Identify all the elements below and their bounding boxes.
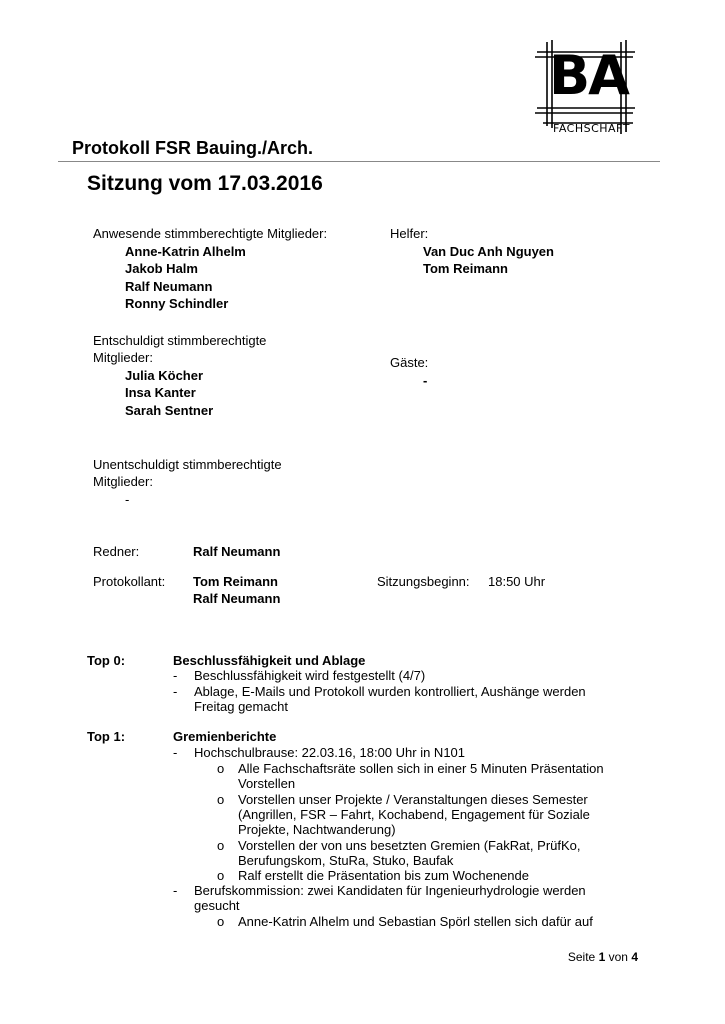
fachschaft-logo [533,38,638,142]
meeting-title: Sitzung vom 17.03.2016 [87,172,323,195]
agenda-item: Beschlussfähigkeit wird festgestellt (4/7) [194,668,426,683]
page-total: 4 [631,950,638,964]
speaker-name: Ralf Neumann [193,544,281,559]
session-start-label: Sitzungsbeginn: [377,574,470,589]
agenda-top1-label: Top 1: [87,729,126,744]
agenda-subitem: Vorstellen unser Projekte / Veranstaltungen dieses Semester [238,792,588,807]
agenda-subitem: Vorstellen der von uns besetzten Gremien (FakRat, PrüfKo, [238,838,581,853]
unexcused-members-label-2: Mitglieder: [93,474,153,489]
helper-name: Tom Reimann [423,261,508,276]
agenda-subitem-continued: Berufungskom, StuRa, Stuko, Baufak [238,853,454,868]
document-header-title: Protokoll FSR Bauing./Arch. [72,138,314,158]
dash-bullet-icon: - [173,883,178,898]
agenda-item: Ablage, E-Mails und Protokoll wurden kontrolliert, Aushänge werden [194,684,586,699]
helpers-label: Helfer: [390,226,429,241]
present-member: Ralf Neumann [125,279,213,294]
unexcused-value: - [125,492,130,507]
helper-name: Van Duc Anh Nguyen [423,244,554,259]
dash-bullet-icon: - [173,745,178,760]
circle-bullet-icon: o [217,868,225,883]
dash-bullet-icon: - [173,668,178,683]
excused-member: Insa Kanter [125,385,196,400]
agenda-subitem: Anne-Katrin Alhelm und Sebastian Spörl stellen sich dafür auf [238,914,593,929]
excused-member: Sarah Sentner [125,403,214,418]
minutes-taker-label: Protokollant: [93,574,166,589]
circle-bullet-icon: o [217,761,225,776]
present-member: Ronny Schindler [125,296,229,311]
guests-value: - [423,373,428,388]
agenda-subitem-continued: (Angrillen, FSR – Fahrt, Kochabend, Engagement für Soziale [238,807,590,822]
guests-label: Gäste: [390,355,429,370]
agenda-top1-title: Gremienberichte [173,729,277,744]
logo-text: FACHSCHAFT [553,122,630,135]
agenda-subitem: Alle Fachschaftsräte sollen sich in einer 5 Minuten Präsentation [238,761,604,776]
agenda-item-continued: Freitag gemacht [194,699,288,714]
circle-bullet-icon: o [217,792,225,807]
page-number [568,950,638,964]
minutes-taker-name: Ralf Neumann [193,591,281,606]
agenda-top0-label: Top 0: [87,653,126,668]
page-of: von [608,950,628,964]
unexcused-members-label: Unentschuldigt stimmberechtigte [93,457,282,472]
circle-bullet-icon: o [217,838,225,853]
excused-members-label: Entschuldigt stimmberechtigte [93,333,267,348]
agenda-item-continued: gesucht [194,898,240,913]
minutes-taker-name: Tom Reimann [193,574,278,589]
present-member: Anne-Katrin Alhelm [125,244,246,259]
agenda-top0-title: Beschlussfähigkeit und Ablage [173,653,366,668]
present-members-label: Anwesende stimmberechtigte Mitglieder: [93,226,328,241]
agenda-subitem: Ralf erstellt die Präsentation bis zum Wochenende [238,868,529,883]
agenda-subitem-continued: Projekte, Nachtwanderung) [238,822,396,837]
excused-member: Julia Köcher [125,368,204,383]
present-member: Jakob Halm [125,261,198,276]
agenda-item: Berufskommission: zwei Kandidaten für Ingenieurhydrologie werden [194,883,586,898]
page-current: 1 [598,950,606,964]
page-prefix: Seite [567,950,596,964]
agenda-subitem-continued: Vorstellen [238,776,296,791]
header-divider [58,161,660,162]
speaker-label: Redner: [93,544,140,559]
dash-bullet-icon: - [173,684,178,699]
logo-letters: BA [549,44,628,107]
excused-members-label-2: Mitglieder: [93,350,153,365]
agenda-item: Hochschulbrause: 22.03.16, 18:00 Uhr in N101 [194,745,466,760]
session-start-value: 18:50 Uhr [488,574,546,589]
circle-bullet-icon: o [217,914,225,929]
